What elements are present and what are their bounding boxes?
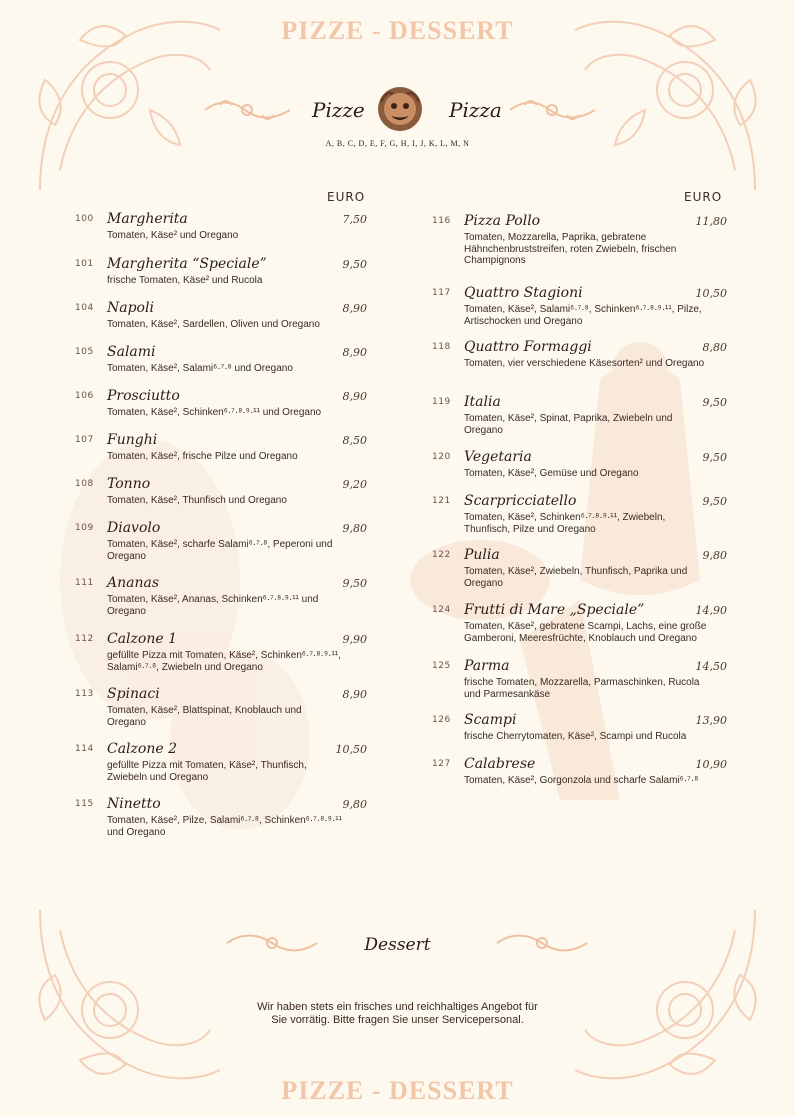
menu-item-number: 115 (75, 799, 94, 809)
menu-item-number: 109 (75, 523, 94, 533)
menu-item-number: 119 (432, 397, 451, 407)
allergen-legend: A, B, C, D, E, F, G, H, I, J, K, L, M, N (325, 139, 470, 148)
menu-item-price: 9,80 (702, 549, 727, 562)
menu-item-number: 127 (432, 759, 451, 769)
menu-item-price: 9,20 (342, 478, 367, 491)
dessert-line-1: Wir haben stets ein frisches und reichhaltiges Angebot für (257, 1001, 538, 1013)
bacchus-mask-logo (375, 84, 425, 134)
menu-item-name: Tonno (107, 476, 151, 492)
menu-item-number: 118 (432, 342, 451, 352)
menu-item-name: Ninetto (107, 796, 161, 812)
menu-item-price: 7,50 (342, 213, 367, 226)
menu-item-description: Tomaten, Käse² und Oregano (107, 230, 239, 241)
menu-item-price: 9,50 (702, 495, 727, 508)
menu-item-price: 9,50 (702, 451, 727, 464)
menu-item-price: 9,80 (342, 522, 367, 535)
menu-item-name: Funghi (107, 432, 158, 448)
menu-item-name: Frutti di Mare „Speciale” (464, 602, 645, 618)
menu-item-name: Diavolo (107, 520, 161, 536)
menu-item-number: 124 (432, 605, 451, 615)
menu-item-description: gefüllte Pizza mit Tomaten, Käse², Schinken⁶·⁷·⁸·⁹·¹¹, Salami⁶·⁷·⁸, Zwiebeln und Oregano (107, 650, 341, 673)
menu-item-number: 122 (432, 550, 451, 560)
menu-item-number: 117 (432, 288, 451, 298)
menu-item-description: Tomaten, Mozzarella, Paprika, gebratene Hähnchenbruststreifen, roten Zwiebeln, frischen Champignons (464, 232, 677, 266)
menu-item-number: 104 (75, 303, 94, 313)
corner-ornament-bottom-right (565, 900, 795, 1100)
menu-item-description: Tomaten, Käse², Schinken⁶·⁷·⁸·⁹·¹¹, Zwiebeln, Thunfisch, Pilze und Oregano (464, 512, 666, 535)
menu-item-price: 14,90 (695, 604, 727, 617)
dessert-title: Dessert (364, 935, 431, 955)
menu-item-description: Tomaten, Käse², Ananas, Schinken⁶·⁷·⁸·⁹·¹¹ und Oregano (107, 594, 319, 617)
menu-item-price: 8,80 (702, 341, 727, 354)
menu-item-description: Tomaten, Käse², Gemüse und Oregano (464, 468, 639, 479)
menu-item-description: frische Cherrytomaten, Käse², Scampi und Rucola (464, 731, 687, 742)
menu-item-description: Tomaten, Käse², Schinken⁶·⁷·⁸·⁹·¹¹ und Oregano (107, 407, 322, 418)
menu-item-description: Tomaten, Käse², Spinat, Paprika, Zwiebeln und Oregano (464, 413, 673, 436)
menu-item-number: 111 (75, 578, 94, 588)
menu-item-number: 105 (75, 347, 94, 357)
menu-item-price: 9,50 (342, 258, 367, 271)
currency-label-left: EURO (327, 190, 366, 204)
menu-item-name: Pizza Pollo (464, 213, 541, 229)
menu-item-number: 121 (432, 496, 451, 506)
currency-label-right: EURO (684, 190, 723, 204)
menu-item-name: Pulia (464, 547, 500, 563)
menu-item-price: 8,90 (342, 390, 367, 403)
menu-item-description: Tomaten, Käse², Zwiebeln, Thunfisch, Paprika und Oregano (464, 566, 688, 589)
dessert-description (0, 1001, 795, 1027)
menu-item-description: Tomaten, Käse², Salami⁶·⁷·⁸, Schinken⁶·⁷·⁸·⁹·¹¹, Pilze, Artischocken und Oregano (464, 304, 702, 327)
menu-item-price: 8,90 (342, 688, 367, 701)
menu-item-name: Prosciutto (107, 388, 180, 404)
menu-item-price: 10,50 (335, 743, 367, 756)
menu-item-name: Vegetaria (464, 449, 532, 465)
menu-item-description: Tomaten, vier verschiedene Käsesorten² und Oregano (464, 358, 705, 369)
menu-item-price: 10,50 (695, 287, 727, 300)
menu-item-price: 11,80 (695, 215, 727, 228)
menu-item-name: Calzone 1 (107, 631, 177, 647)
banner-top: PIZZE - DESSERT (281, 16, 514, 45)
menu-item-description: Tomaten, Käse², Gorgonzola und scharfe Salami⁶·⁷·⁸ (464, 775, 699, 786)
menu-item-description: Tomaten, Käse², gebratene Scampi, Lachs, eine große Gamberoni, Meeresfrüchte, Knoblauch und Oregano (464, 621, 707, 644)
dessert-line-2: Sie vorrätig. Bitte fragen Sie unser Servicepersonal. (271, 1014, 524, 1026)
menu-item-number: 113 (75, 689, 94, 699)
menu-item-number: 125 (432, 661, 451, 671)
menu-item-description: Tomaten, Käse², Thunfisch und Oregano (107, 495, 287, 506)
menu-item-price: 9,50 (342, 577, 367, 590)
menu-item-price: 14,50 (695, 660, 727, 673)
menu-item-number: 126 (432, 715, 451, 725)
section-title-pizze: Pizze (312, 98, 365, 122)
menu-item-price: 9,90 (342, 633, 367, 646)
section-title-pizza: Pizza (449, 98, 502, 122)
menu-item-number: 116 (432, 216, 451, 226)
menu-item-name: Quattro Stagioni (464, 285, 583, 301)
menu-item-price: 13,90 (695, 714, 727, 727)
menu-item-price: 8,50 (342, 434, 367, 447)
menu-item-price: 8,90 (342, 302, 367, 315)
menu-item-number: 108 (75, 479, 94, 489)
menu-item-number: 106 (75, 391, 94, 401)
menu-item-description: Tomaten, Käse², Blattspinat, Knoblauch und Oregano (107, 705, 302, 728)
menu-item-number: 120 (432, 452, 451, 462)
menu-item-name: Quattro Formaggi (464, 339, 592, 355)
menu-item-name: Scarpricciatello (464, 493, 577, 509)
menu-item-price: 9,50 (702, 396, 727, 409)
menu-item-name: Spinaci (107, 686, 160, 702)
menu-item-description: Tomaten, Käse², Pilze, Salami⁶·⁷·⁸, Schinken⁶·⁷·⁸·⁹·¹¹ und Oregano (107, 815, 342, 838)
menu-item-description: frische Tomaten, Käse² und Rucola (107, 275, 263, 286)
menu-item-price: 9,80 (342, 798, 367, 811)
menu-item-name: Napoli (107, 300, 154, 316)
menu-item-name: Margherita “Speciale” (107, 256, 267, 272)
menu-item-description: gefüllte Pizza mit Tomaten, Käse², Thunfisch, Zwiebeln und Oregano (107, 760, 307, 783)
menu-item-name: Margherita (107, 211, 188, 227)
menu-item-number: 112 (75, 634, 94, 644)
flourish-right (505, 95, 600, 125)
menu-item-name: Salami (107, 344, 156, 360)
menu-item-price: 10,90 (695, 758, 727, 771)
menu-item-number: 107 (75, 435, 94, 445)
menu-item-name: Calzone 2 (107, 741, 177, 757)
menu-item-description: Tomaten, Käse², Salami⁶·⁷·⁸ und Oregano (107, 363, 293, 374)
menu-item-name: Parma (464, 658, 510, 674)
menu-item-description: frische Tomaten, Mozzarella, Parmaschinken, Rucola und Parmesankäse (464, 677, 700, 700)
menu-item-number: 100 (75, 214, 94, 224)
menu-item-description: Tomaten, Käse², Sardellen, Oliven und Oregano (107, 319, 320, 330)
menu-item-number: 101 (75, 259, 94, 269)
menu-item-name: Italia (464, 394, 501, 410)
corner-ornament-bottom-left (0, 900, 230, 1100)
menu-item-number: 114 (75, 744, 94, 754)
menu-item-name: Ananas (107, 575, 160, 591)
menu-item-price: 8,90 (342, 346, 367, 359)
menu-item-name: Scampi (464, 712, 517, 728)
flourish-left (200, 95, 295, 125)
menu-item-name: Calabrese (464, 756, 536, 772)
menu-item-description: Tomaten, Käse², frische Pilze und Oregano (107, 451, 298, 462)
banner-bottom: PIZZE - DESSERT (281, 1076, 514, 1105)
menu-item-description: Tomaten, Käse², scharfe Salami⁶·⁷·⁸, Peperoni und Oregano (107, 539, 333, 562)
